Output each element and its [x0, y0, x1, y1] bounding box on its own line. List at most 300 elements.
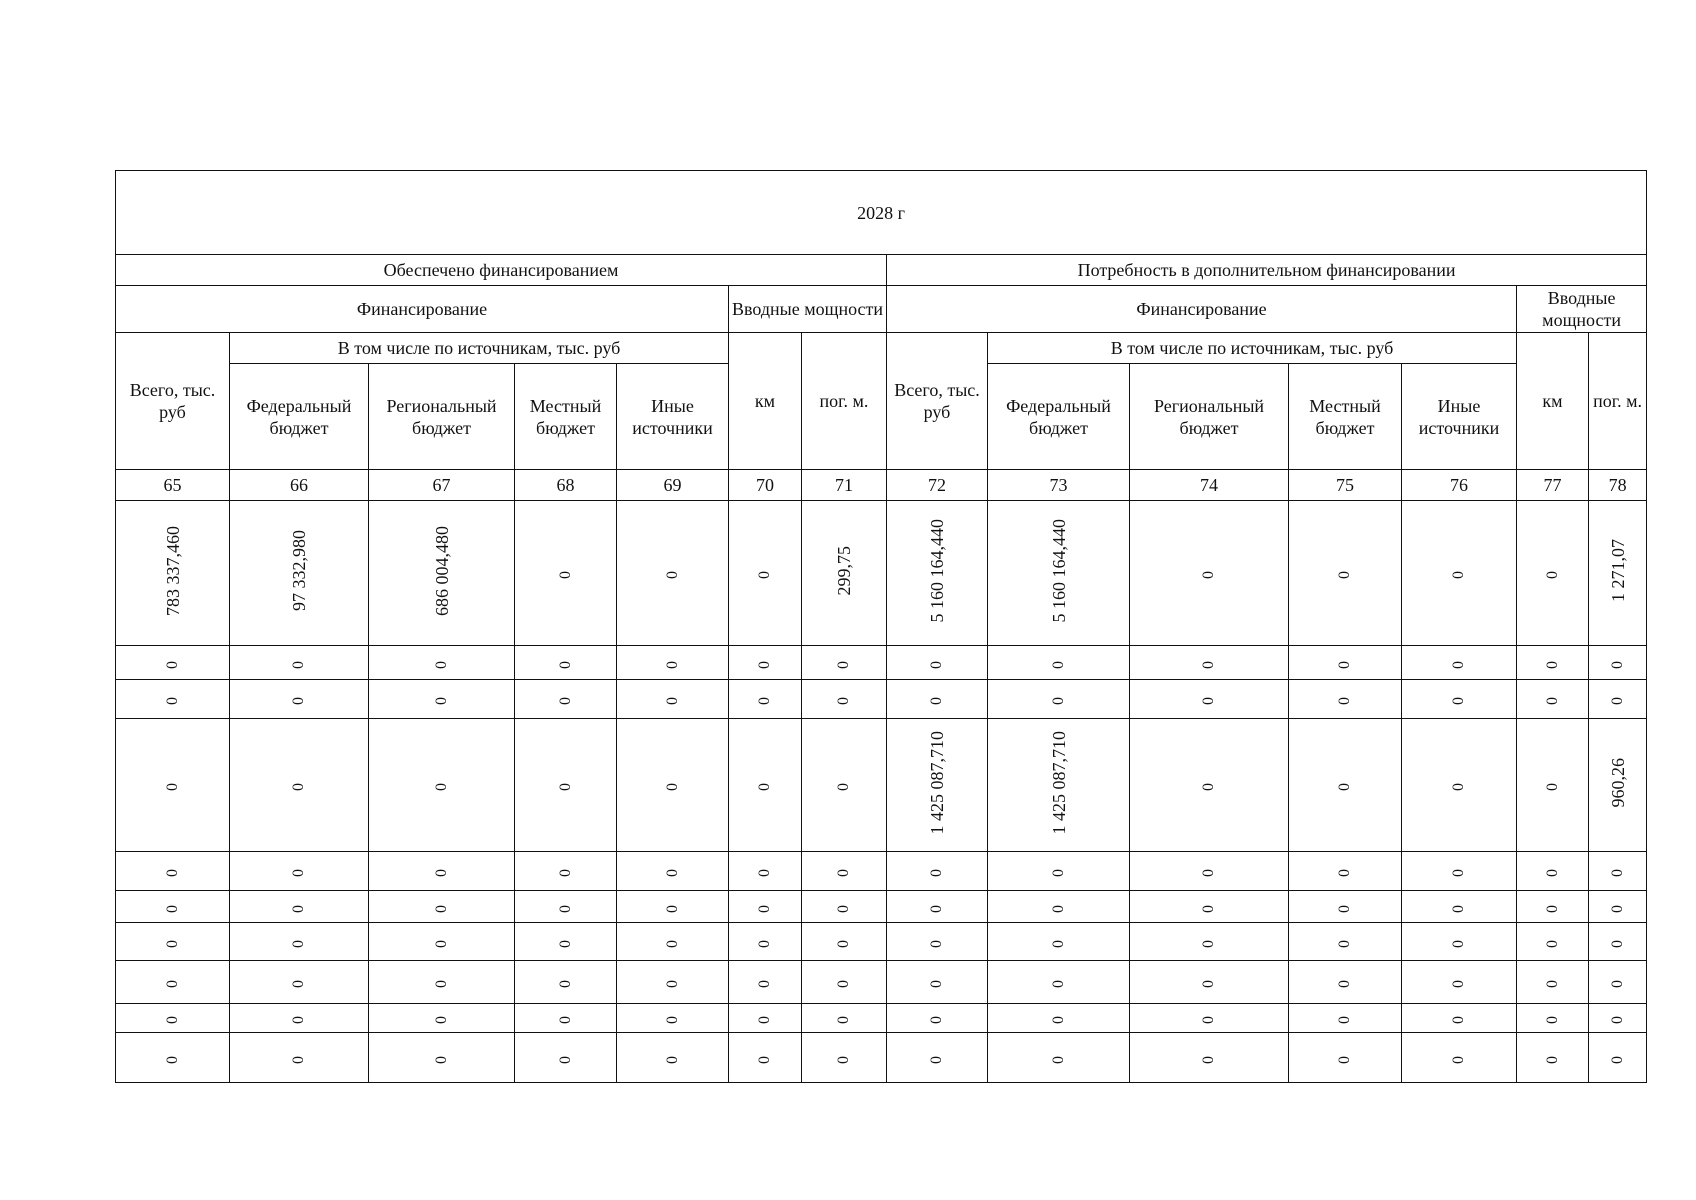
cell-value: 0	[663, 571, 681, 579]
table-cell	[1517, 891, 1589, 923]
cell-value: 0	[432, 697, 450, 705]
table-cell	[729, 852, 802, 891]
column-number: 66	[230, 470, 369, 501]
cell-value: 0	[756, 869, 773, 877]
table-row	[116, 891, 1647, 923]
table-cell	[1589, 961, 1647, 1004]
cell-value: 299,75	[834, 545, 854, 596]
cell-value: 0	[1336, 1016, 1353, 1024]
table-cell	[1517, 501, 1589, 646]
cell-value: 0	[290, 660, 307, 669]
subgroup-financing-additional: Финансирование	[887, 286, 1517, 333]
cell-value: 0	[663, 939, 681, 948]
table-cell	[1589, 891, 1647, 923]
cell-value: 1 271,07	[1607, 539, 1628, 602]
col-pogm-additional: пог. м.	[1589, 333, 1647, 470]
table-cell	[1289, 719, 1402, 852]
col-local-secured: Местный бюджет	[515, 364, 617, 470]
table-cell	[515, 501, 617, 646]
cell-value: 0	[432, 869, 450, 877]
table-row	[116, 852, 1647, 891]
cell-value: 0	[1450, 571, 1467, 579]
table-cell	[1402, 680, 1517, 719]
cell-value: 0	[1336, 660, 1353, 669]
table-cell	[116, 680, 230, 719]
table-cell	[369, 719, 515, 852]
cell-value: 783 337,460	[162, 525, 183, 616]
table-cell	[1130, 961, 1289, 1004]
group-secured: Обеспечено финансированием	[116, 255, 887, 286]
cell-value: 0	[1049, 869, 1067, 877]
table-cell	[369, 501, 515, 646]
table-cell	[369, 646, 515, 680]
cell-value: 0	[432, 783, 450, 791]
cell-value: 0	[1608, 939, 1626, 948]
table-cell	[1289, 891, 1402, 923]
cell-value: 0	[556, 980, 574, 988]
cell-value: 0	[432, 1055, 450, 1064]
cell-value: 0	[556, 660, 574, 669]
table-cell	[802, 501, 887, 646]
table-cell	[1289, 680, 1402, 719]
cell-value: 0	[1049, 697, 1067, 705]
cell-value: 0	[835, 783, 852, 791]
cell-value: 0	[163, 939, 181, 948]
cell-value: 0	[1450, 939, 1467, 948]
cell-value: 0	[756, 904, 773, 913]
table-cell	[1517, 923, 1589, 961]
sources-header-secured: В том числе по источникам, тыс. руб	[230, 333, 729, 364]
cell-value: 0	[928, 869, 945, 877]
col-pogm-secured: пог. м.	[802, 333, 887, 470]
sources-header-additional: В том числе по источникам, тыс. руб	[988, 333, 1517, 364]
col-total-additional: Всего, тыс. руб	[887, 333, 988, 470]
table-row	[116, 646, 1647, 680]
cell-value: 0	[1336, 697, 1353, 705]
cell-value: 0	[663, 904, 681, 913]
cell-value: 0	[1543, 1016, 1561, 1024]
table-cell	[1130, 1033, 1289, 1083]
cell-value: 0	[756, 783, 773, 791]
table-cell	[515, 646, 617, 680]
cell-value: 5 160 164,440	[1048, 518, 1069, 623]
cell-value: 0	[663, 869, 681, 877]
table-cell	[116, 852, 230, 891]
cell-value: 0	[756, 660, 773, 669]
cell-value: 0	[1450, 697, 1467, 705]
table-cell	[802, 646, 887, 680]
cell-value: 0	[1336, 980, 1353, 988]
table-cell	[1289, 646, 1402, 680]
cell-value: 0	[290, 939, 307, 948]
table-cell	[515, 923, 617, 961]
cell-value: 0	[1608, 980, 1626, 988]
cell-value: 0	[1543, 904, 1561, 913]
col-federal-additional: Федеральный бюджет	[988, 364, 1130, 470]
cell-value: 0	[1543, 660, 1561, 669]
cell-value: 0	[1200, 697, 1217, 705]
table-cell	[802, 923, 887, 961]
table-cell	[1289, 501, 1402, 646]
cell-value: 0	[663, 697, 681, 705]
table-cell	[988, 891, 1130, 923]
table-cell	[1402, 1004, 1517, 1033]
table-cell	[1402, 719, 1517, 852]
col-regional-secured: Региональный бюджет	[369, 364, 515, 470]
table-cell	[230, 923, 369, 961]
table-cell	[369, 1004, 515, 1033]
table-cell	[729, 891, 802, 923]
cell-value: 0	[1336, 869, 1353, 877]
table-cell	[369, 680, 515, 719]
table-cell	[729, 1004, 802, 1033]
table-cell	[369, 1033, 515, 1083]
col-federal-secured: Федеральный бюджет	[230, 364, 369, 470]
cell-value: 0	[163, 1055, 181, 1064]
table-cell	[515, 891, 617, 923]
table-cell	[230, 891, 369, 923]
table-cell	[887, 646, 988, 680]
col-total-secured: Всего, тыс. руб	[116, 333, 230, 470]
cell-value: 0	[290, 869, 307, 877]
cell-value: 0	[835, 1016, 852, 1024]
subgroup-capacity-additional: Вводные мощности	[1517, 286, 1647, 333]
cell-value: 0	[556, 697, 574, 705]
table-cell	[988, 961, 1130, 1004]
table-row	[116, 961, 1647, 1004]
table-cell	[988, 719, 1130, 852]
cell-value: 0	[290, 980, 307, 988]
table-cell	[515, 1033, 617, 1083]
table-cell	[116, 501, 230, 646]
cell-value: 0	[835, 904, 852, 913]
cell-value: 0	[835, 980, 852, 988]
cell-value: 0	[1608, 697, 1626, 705]
table-cell	[1289, 1004, 1402, 1033]
table-cell	[1130, 1004, 1289, 1033]
table-cell	[729, 680, 802, 719]
cell-value: 0	[556, 869, 574, 877]
cell-value: 0	[756, 980, 773, 988]
column-number: 70	[729, 470, 802, 501]
table-row	[116, 680, 1647, 719]
col-regional-additional: Региональный бюджет	[1130, 364, 1289, 470]
table-cell	[1130, 501, 1289, 646]
table-cell	[1130, 891, 1289, 923]
table-cell	[617, 852, 729, 891]
table-cell	[887, 961, 988, 1004]
cell-value: 0	[1200, 980, 1217, 988]
column-number: 78	[1589, 470, 1647, 501]
table-cell	[802, 852, 887, 891]
col-local-additional: Местный бюджет	[1289, 364, 1402, 470]
table-cell	[515, 680, 617, 719]
cell-value: 0	[163, 980, 181, 988]
table-cell	[1517, 852, 1589, 891]
data-body	[116, 501, 1647, 1083]
cell-value: 0	[835, 939, 852, 948]
table-cell	[116, 891, 230, 923]
table-cell	[1402, 646, 1517, 680]
table-cell	[887, 891, 988, 923]
table-cell	[230, 961, 369, 1004]
table-cell	[230, 646, 369, 680]
table-cell	[230, 680, 369, 719]
cell-value: 0	[928, 980, 945, 988]
table-cell	[1517, 1004, 1589, 1033]
table-cell	[988, 646, 1130, 680]
table-cell	[1289, 961, 1402, 1004]
table-cell	[1289, 1033, 1402, 1083]
table-cell	[369, 852, 515, 891]
table-cell	[230, 719, 369, 852]
table-cell	[887, 852, 988, 891]
table-cell	[369, 923, 515, 961]
column-number: 69	[617, 470, 729, 501]
cell-value: 0	[163, 869, 181, 877]
cell-value: 0	[928, 1055, 945, 1064]
cell-value: 0	[1049, 660, 1067, 669]
cell-value: 0	[1608, 869, 1626, 877]
table-cell	[1517, 1033, 1589, 1083]
table-cell	[1517, 961, 1589, 1004]
cell-value: 0	[1200, 571, 1217, 579]
cell-value: 0	[1200, 904, 1217, 913]
cell-value: 0	[1200, 783, 1217, 791]
cell-value: 0	[1450, 1055, 1467, 1064]
table-cell	[1130, 646, 1289, 680]
cell-value: 0	[756, 939, 773, 948]
cell-value: 0	[1200, 869, 1217, 877]
cell-value: 0	[432, 1016, 450, 1024]
cell-value: 0	[1543, 869, 1561, 877]
cell-value: 0	[1608, 660, 1626, 669]
table-cell	[1130, 680, 1289, 719]
table-cell	[1589, 1033, 1647, 1083]
table-row	[116, 1033, 1647, 1083]
cell-value: 0	[1049, 904, 1067, 913]
table-cell	[230, 852, 369, 891]
group-additional: Потребность в дополнительном финансировании	[887, 255, 1647, 286]
table-cell	[729, 961, 802, 1004]
subgroup-capacity-secured: Вводные мощности	[729, 286, 887, 333]
table-cell	[802, 680, 887, 719]
table-cell	[116, 1004, 230, 1033]
cell-value: 0	[1049, 939, 1067, 948]
cell-value: 0	[663, 1055, 681, 1064]
table-cell	[1130, 719, 1289, 852]
table-cell	[887, 1033, 988, 1083]
cell-value: 0	[663, 1016, 681, 1024]
column-number: 77	[1517, 470, 1589, 501]
cell-value: 0	[756, 697, 773, 705]
table-cell	[802, 1004, 887, 1033]
cell-value: 0	[1336, 783, 1353, 791]
cell-value: 0	[163, 904, 181, 913]
column-number: 75	[1289, 470, 1402, 501]
column-number: 72	[887, 470, 988, 501]
cell-value: 0	[1608, 1016, 1626, 1024]
table-cell	[116, 646, 230, 680]
cell-value: 0	[928, 697, 945, 705]
table-cell	[988, 501, 1130, 646]
cell-value: 0	[1543, 783, 1561, 791]
table-cell	[1517, 646, 1589, 680]
cell-value: 960,26	[1607, 757, 1628, 808]
cell-value: 0	[290, 904, 307, 913]
table-cell	[617, 680, 729, 719]
table-cell	[1289, 852, 1402, 891]
table-cell	[1589, 852, 1647, 891]
cell-value: 0	[290, 697, 307, 705]
cell-value: 5 160 164,440	[927, 518, 947, 623]
table-cell	[1589, 680, 1647, 719]
table-cell	[230, 1033, 369, 1083]
table-cell	[1402, 501, 1517, 646]
cell-value: 0	[290, 1055, 307, 1064]
cell-value: 0	[835, 1055, 852, 1064]
table-cell	[617, 646, 729, 680]
cell-value: 0	[1336, 939, 1353, 948]
table-cell	[1517, 719, 1589, 852]
cell-value: 0	[556, 1055, 574, 1064]
cell-value: 0	[1200, 1016, 1217, 1024]
column-number: 73	[988, 470, 1130, 501]
cell-value: 0	[290, 783, 307, 791]
cell-value: 0	[835, 660, 852, 669]
cell-value: 0	[1543, 571, 1561, 579]
table-row	[116, 501, 1647, 646]
cell-value: 0	[1336, 571, 1353, 579]
table-cell	[729, 646, 802, 680]
cell-value: 0	[1200, 939, 1217, 948]
cell-value: 0	[163, 697, 181, 705]
table-cell	[1589, 646, 1647, 680]
table-cell	[617, 923, 729, 961]
cell-value: 0	[756, 1055, 773, 1064]
table-cell	[1402, 961, 1517, 1004]
table-cell	[230, 1004, 369, 1033]
cell-value: 0	[1450, 783, 1467, 791]
column-number: 65	[116, 470, 230, 501]
cell-value: 0	[163, 1016, 181, 1024]
cell-value: 686 004,480	[431, 525, 452, 616]
cell-value: 0	[1450, 904, 1467, 913]
cell-value: 0	[1336, 1055, 1353, 1064]
cell-value: 0	[556, 904, 574, 913]
table-cell	[988, 852, 1130, 891]
cell-value: 0	[1450, 1016, 1467, 1024]
table-cell	[1402, 891, 1517, 923]
table-cell	[1402, 852, 1517, 891]
table-cell	[802, 891, 887, 923]
table-cell	[515, 961, 617, 1004]
table-cell	[116, 961, 230, 1004]
table-cell	[230, 501, 369, 646]
table-cell	[1589, 501, 1647, 646]
table-cell	[1517, 680, 1589, 719]
table-cell	[515, 719, 617, 852]
cell-value: 0	[556, 571, 574, 579]
cell-value: 0	[928, 1016, 945, 1024]
cell-value: 0	[756, 1016, 773, 1024]
table-cell	[802, 961, 887, 1004]
table-cell	[116, 1033, 230, 1083]
table-row	[116, 719, 1647, 852]
table-cell	[887, 501, 988, 646]
table-cell	[1589, 923, 1647, 961]
column-number: 67	[369, 470, 515, 501]
cell-value: 1 425 087,710	[1048, 730, 1069, 835]
table-cell	[1402, 1033, 1517, 1083]
table-row	[116, 923, 1647, 961]
table-cell	[802, 719, 887, 852]
cell-value: 0	[432, 980, 450, 988]
column-number: 71	[802, 470, 887, 501]
table-cell	[369, 891, 515, 923]
table-cell	[515, 1004, 617, 1033]
cell-value: 0	[928, 660, 945, 669]
table-cell	[988, 923, 1130, 961]
cell-value: 0	[835, 697, 852, 705]
table-cell	[116, 719, 230, 852]
cell-value: 0	[1336, 904, 1353, 913]
column-number: 68	[515, 470, 617, 501]
cell-value: 0	[663, 660, 681, 669]
cell-value: 0	[1450, 980, 1467, 988]
cell-value: 0	[290, 1016, 307, 1024]
table-cell	[729, 719, 802, 852]
cell-value: 0	[163, 660, 181, 669]
table-cell	[617, 891, 729, 923]
table-row	[116, 1004, 1647, 1033]
col-km-secured: км	[729, 333, 802, 470]
cell-value: 0	[556, 783, 574, 791]
cell-value: 0	[1049, 1055, 1067, 1064]
cell-value: 0	[1200, 660, 1217, 669]
table-cell	[617, 1004, 729, 1033]
cell-value: 0	[1450, 660, 1467, 669]
year-title: 2028 г	[116, 171, 1647, 255]
table-cell	[802, 1033, 887, 1083]
subgroup-financing-secured: Финансирование	[116, 286, 729, 333]
cell-value: 0	[556, 1016, 574, 1024]
cell-value: 0	[432, 939, 450, 948]
col-km-additional: км	[1517, 333, 1589, 470]
cell-value: 0	[835, 869, 852, 877]
cell-value: 0	[432, 660, 450, 669]
table-cell	[729, 923, 802, 961]
col-other-additional: Иные источники	[1402, 364, 1517, 470]
table-cell	[729, 501, 802, 646]
cell-value: 0	[1450, 869, 1467, 877]
cell-value: 0	[163, 783, 181, 791]
cell-value: 0	[756, 571, 773, 579]
table-cell	[1130, 923, 1289, 961]
column-number: 74	[1130, 470, 1289, 501]
table-cell	[988, 680, 1130, 719]
cell-value: 0	[1543, 939, 1561, 948]
cell-value: 0	[1543, 1055, 1561, 1064]
table-cell	[887, 923, 988, 961]
table-cell	[988, 1033, 1130, 1083]
table-cell	[1589, 1004, 1647, 1033]
cell-value: 0	[1608, 904, 1626, 913]
table-cell	[617, 1033, 729, 1083]
table-cell	[1402, 923, 1517, 961]
cell-value: 0	[663, 783, 681, 791]
cell-value: 0	[1543, 980, 1561, 988]
